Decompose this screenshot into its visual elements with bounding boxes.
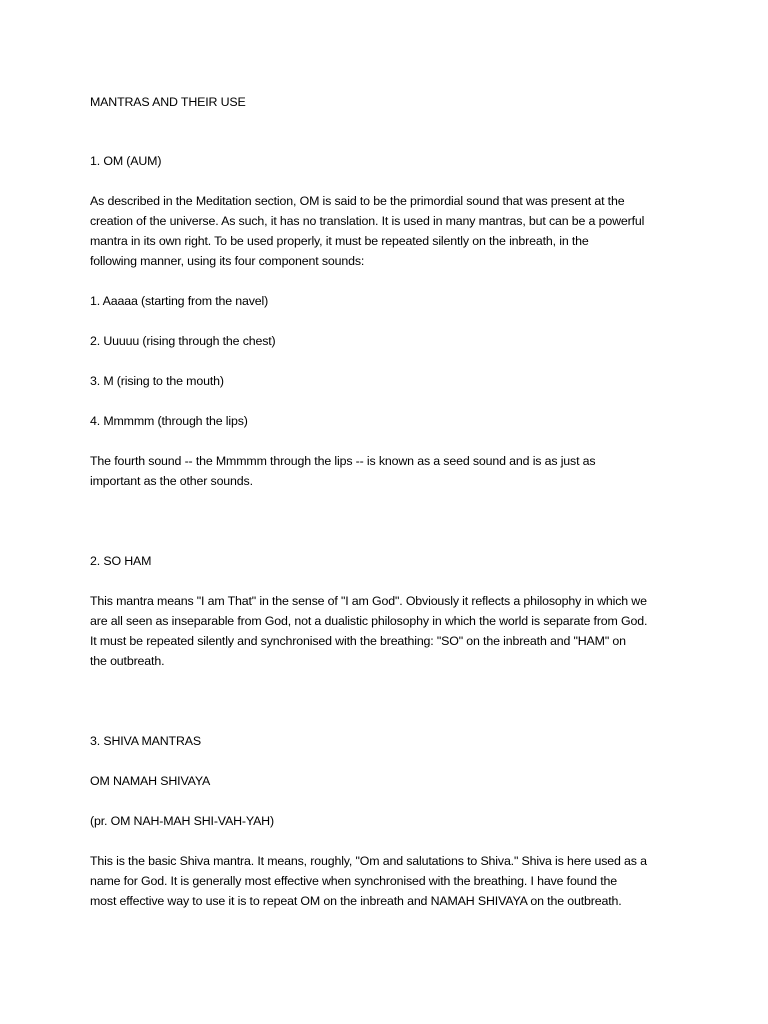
list-item: 3. M (rising to the mouth) xyxy=(90,374,224,388)
paragraph-line: name for God. It is generally most effective when synchronised with the breathing. I have found the xyxy=(90,874,617,888)
list-item: 2. Uuuuu (rising through the chest) xyxy=(90,334,276,348)
paragraph-line: following manner, using its four component sounds: xyxy=(90,254,365,268)
document-title: MANTRAS AND THEIR USE xyxy=(90,95,246,109)
section-heading-shiva-mantras: 3. SHIVA MANTRAS xyxy=(90,734,201,748)
shiva-mantra-text: OM NAMAH SHIVAYA xyxy=(90,774,211,788)
section-heading-om: 1. OM (AUM) xyxy=(90,154,162,168)
shiva-mantra-pronunciation: (pr. OM NAH-MAH SHI-VAH-YAH) xyxy=(90,814,274,828)
paragraph-line: important as the other sounds. xyxy=(90,474,253,488)
paragraph-line: It must be repeated silently and synchronised with the breathing: "SO" on the inbreath and "HAM" on xyxy=(90,634,626,648)
paragraph-line: As described in the Meditation section, OM is said to be the primordial sound that was present at the xyxy=(90,194,625,208)
paragraph-line: This mantra means "I am That" in the sense of "I am God". Obviously it reflects a philosophy in which we xyxy=(90,594,647,608)
paragraph-line: mantra in its own right. To be used properly, it must be repeated silently on the inbreath, in the xyxy=(90,234,589,248)
paragraph-line: are all seen as inseparable from God, not a dualistic philosophy in which the world is separate from God. xyxy=(90,614,648,628)
paragraph-line: creation of the universe. As such, it has no translation. It is used in many mantras, but can be a powerful xyxy=(90,214,645,228)
paragraph-line: The fourth sound -- the Mmmmm through the lips -- is known as a seed sound and is as just as xyxy=(90,454,596,468)
paragraph-line: This is the basic Shiva mantra. It means, roughly, "Om and salutations to Shiva." Shiva is here used as a xyxy=(90,854,647,868)
paragraph-line: the outbreath. xyxy=(90,654,165,668)
list-item: 1. Aaaaa (starting from the navel) xyxy=(90,294,269,308)
section-heading-so-ham: 2. SO HAM xyxy=(90,554,152,568)
paragraph-line: most effective way to use it is to repeat OM on the inbreath and NAMAH SHIVAYA on the outbreath. xyxy=(90,894,622,908)
list-item: 4. Mmmmm (through the lips) xyxy=(90,414,248,428)
